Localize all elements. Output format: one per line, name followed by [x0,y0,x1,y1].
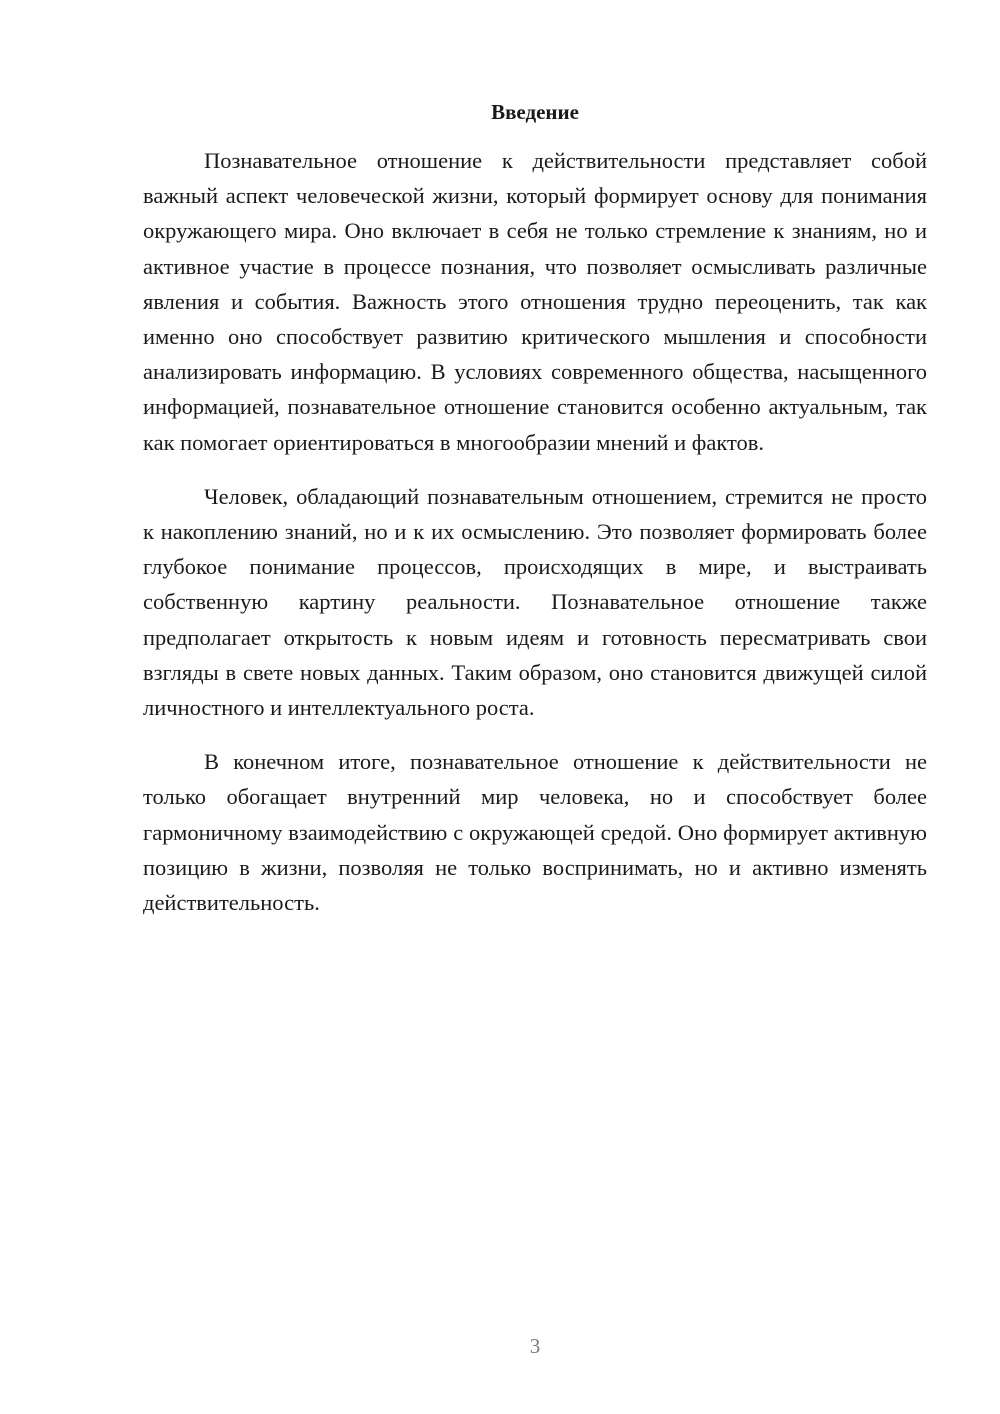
page-number: 3 [529,1334,541,1358]
paragraph-2: Человек, обладающий познавательным отношением, стремится не просто к накоплению знаний, но и к их осмыслению. Это позволяет формировать более глубокое понимание процессов, происходящих в мире, и выстраивать собственную картину реальности. Познавательное отношение также предполагает открытость к новым идеям и готовность пересматривать свои взгляды в свете новых данных. Таким образом, оно становится движущей силой личностного и интеллектуального роста. [143,483,927,721]
section-heading: Введение [491,100,579,124]
body-text [143,143,927,939]
paragraph-1: Познавательное отношение к действительности представляет собой важный аспект человеческой жизни, который формирует основу для понимания окружающего мира. Оно включает в себя не только стремление к знаниям, но и активное участие в процессе познания, что позволяет осмысливать различные явления и события. Важность этого отношения трудно переоценить, так как именно оно способствует развитию критического мышления и способности анализировать информацию. В условиях современного общества, насыщенного информацией, познавательное отношение становится особенно актуальным, так как помогает ориентироваться в многообразии мнений и фактов. [143,148,927,455]
paragraph-3: В конечном итоге, познавательное отношение к действительности не только обогащает внутренний мир человека, но и способствует более гармоничному взаимодействию с окружающей средой. Оно формирует активную позицию в жизни, позволяя не только воспринимать, но и активно изменять действительность. [143,749,927,916]
